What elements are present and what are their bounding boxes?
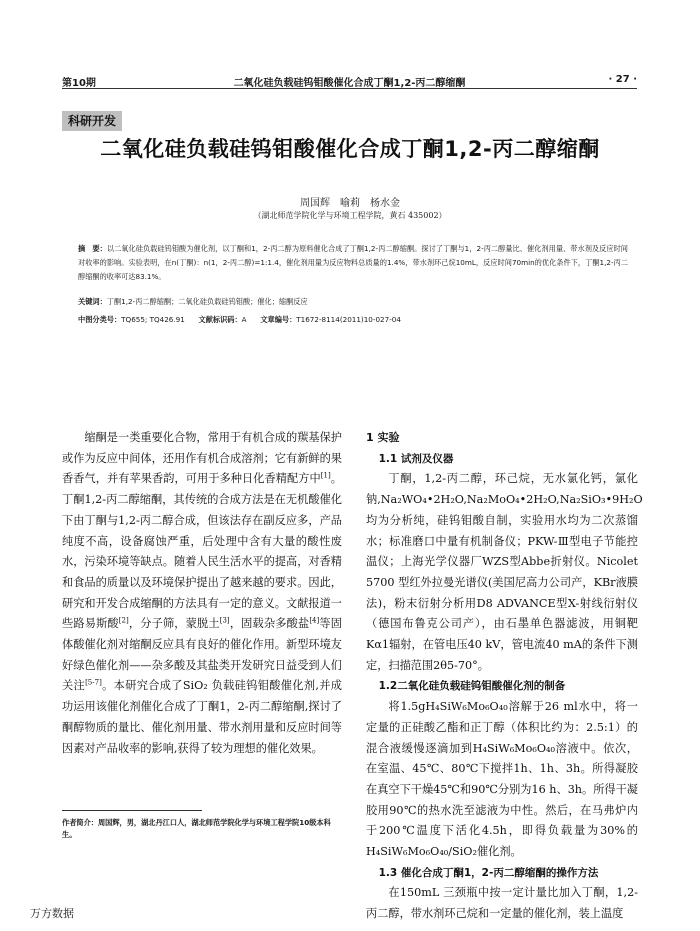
article-title: 二氧化硅负载硅钨钼酸催化合成丁酮1,2-丙二醇缩酮 (100, 137, 600, 161)
subsection-heading-synthesis: 1.3 催化合成丁酮1，2-丙二醇缩酮的操作方法 (378, 866, 599, 879)
citation-3: [3] (219, 616, 230, 625)
intro-paragraph: 缩酮是一类重要化合物，常用于有机合成的羰基保护或作为反应中间体，还用作有机合成溶剂；它有新鲜的果香香气，并有苹果香韵，可用于多种日化香精配方中[1]。丁酮1,2-丙二醇缩酮，其传统的合成方法是在无机酸催化下由丁酮与1,2-丙二醇合成，但该法存在副反应多，产品纯度不高，设备腐蚀严重，后处理中含有大量的酸性废水，污染环境等缺点。随着人民生活水平的提高，对香精和食品的质量以及环境保护提出了越来越的要求。因此，研究和开发合成缩酮的方法具有一定的意义。文献报道一些路易斯酸[2]，分子筛，蒙脱土[3]，固载杂多酸盐[4]等固体酸催化剂对缩酮反应具有良好的催化作用。新型环境友好绿色催化剂——杂多酸及其盐类开发研究日益受到人们关注[5-7]。本研究合成了SiO₂ 负载硅钨钼酸催化剂,并成功运用该催化剂催化合成了丁酮1，2-丙二醇缩酮,探讨了酮醇物质的量比、催化剂用量、带水剂用量和反应时间等因素对产品收率的影响,获得了较为理想的催化效果。 (62, 431, 342, 755)
article-no-value: T1672-8114(2011)10-027-04 (296, 315, 401, 324)
issue-number: 第10期 (62, 78, 96, 89)
catalyst-prep-paragraph: 将1.5gH₄SiW₆Mo₆O₄₀溶解于26 ml水中，将一定量的正硅酸乙酯和正丁醇（体积比约为：2.5:1）的混合液缓慢逐滴加到H₄SiW₆Mo₆O₄₀溶液中。依次，在室温、45℃、80℃下搅拌1h、1h、3h。所得凝胶在真空下干燥45℃和90℃分别为16 h、3h。所得干凝胶用90℃的热水洗至滤液为中性。然后，在马弗炉内于200℃温度下活化4.5h，即得负载量为30%的H₄SiW₆Mo₆O₄₀/SiO₂催化剂。 (366, 700, 638, 859)
doc-code-value: A (241, 315, 247, 324)
footnote-divider (62, 810, 202, 811)
body-right-column (366, 428, 643, 925)
citation-2: [2] (118, 616, 129, 625)
subsection-heading-reagents: 1.1 试剂及仪器 (378, 452, 454, 465)
citation-4: [4] (309, 616, 320, 625)
citation-1: [1] (320, 471, 331, 480)
abstract (78, 242, 628, 284)
section-tag: 科研开发 (62, 111, 122, 131)
abstract-label: 摘 要： (78, 244, 107, 253)
section-heading-experiment: 1 实验 (366, 431, 400, 444)
subsection-heading-catalyst-prep: 1.2二氧化硅负载硅钨钼酸催化剂的制备 (378, 680, 566, 693)
keywords-text: 丁酮1,2-丙二醇缩酮；二氧化硅负载硅钨钼酸；催化；缩酮反应 (106, 297, 308, 306)
clc-label: 中图分类号： (78, 315, 122, 324)
authors: 周国辉 喻莉 杨水金 (300, 198, 400, 209)
body-left-column (62, 428, 342, 759)
wanfang-watermark: 万方数据 (30, 907, 74, 920)
keywords (78, 296, 638, 308)
synthesis-paragraph: 在150mL 三颈瓶中按一定计量比加入丁酮，1,2-丙二醇，带水剂环己烷和一定量的催化剂，装上温度 (366, 886, 638, 921)
running-title: 二氧化硅负载硅钨钼酸催化合成丁酮1,2-丙二醇缩酮 (233, 78, 466, 89)
doc-code-label: 文献标识码： (198, 315, 242, 324)
clc-value: TQ655; TQ426.91 (121, 315, 185, 324)
article-no-label: 文章编号： (260, 315, 297, 324)
running-header (62, 70, 637, 89)
author-footnote: 作者简介：周国辉，男，湖北丹江口人，湖北师范学院化学与环境工程学院10级本科生。 (62, 818, 331, 839)
affiliation: （湖北师范学院化学与环境工程学院，黄石 435002） (253, 211, 447, 220)
reagents-paragraph: 丁酮，1,2-丙二醇，环己烷，无水氯化钙，氯化钠,Na₂WO₄•2H₂O,Na₂MoO₄•2H₂O,Na₂SiO₃•9H₂O均为分析纯，硅钨钼酸自制，实验用水均为二次蒸馏水；标准磨口中量有机制备仪；PKW-Ⅲ型电子节能控温仪；上海光学仪器厂WZS型Abbe折射仪。Nicolet 5700 型红外拉曼光谱仪(美国尼高力公司产，KBr液膜法)，粉末衍射分析用D8 ADVANCE型X-射线衍射仪（德国布鲁克公司产），由石墨单色器滤波，用铜靶Kα1辐射，在管电压40 kV，管电流40 mA的条件下测定，扫描范围2θ5-70°。 (366, 472, 643, 672)
keywords-label: 关键词： (78, 297, 107, 306)
citation-5-7: [5-7] (85, 678, 102, 687)
abstract-text: 以二氧化硅负载硅钨钼酸为催化剂，以丁酮和1，2-丙二醇为原料催化合成了丁酮1,2-丙二醇缩酮。探讨了丁酮与1，2-丙二醇量比、催化剂用量、带水剂及反应时间对收率的影响。实验表明，在n(丁酮)：n(1，2-丙二醇)=1:1.4，催化剂用量为反应物料总质量的1.4%，带水剂环己烷10mL，反应时间70min的优化条件下，丁酮1,2-丙二醇缩酮的收率可达83.1%。 (78, 244, 628, 281)
classification-line (78, 314, 638, 326)
page-number: · 27 · (608, 74, 637, 85)
